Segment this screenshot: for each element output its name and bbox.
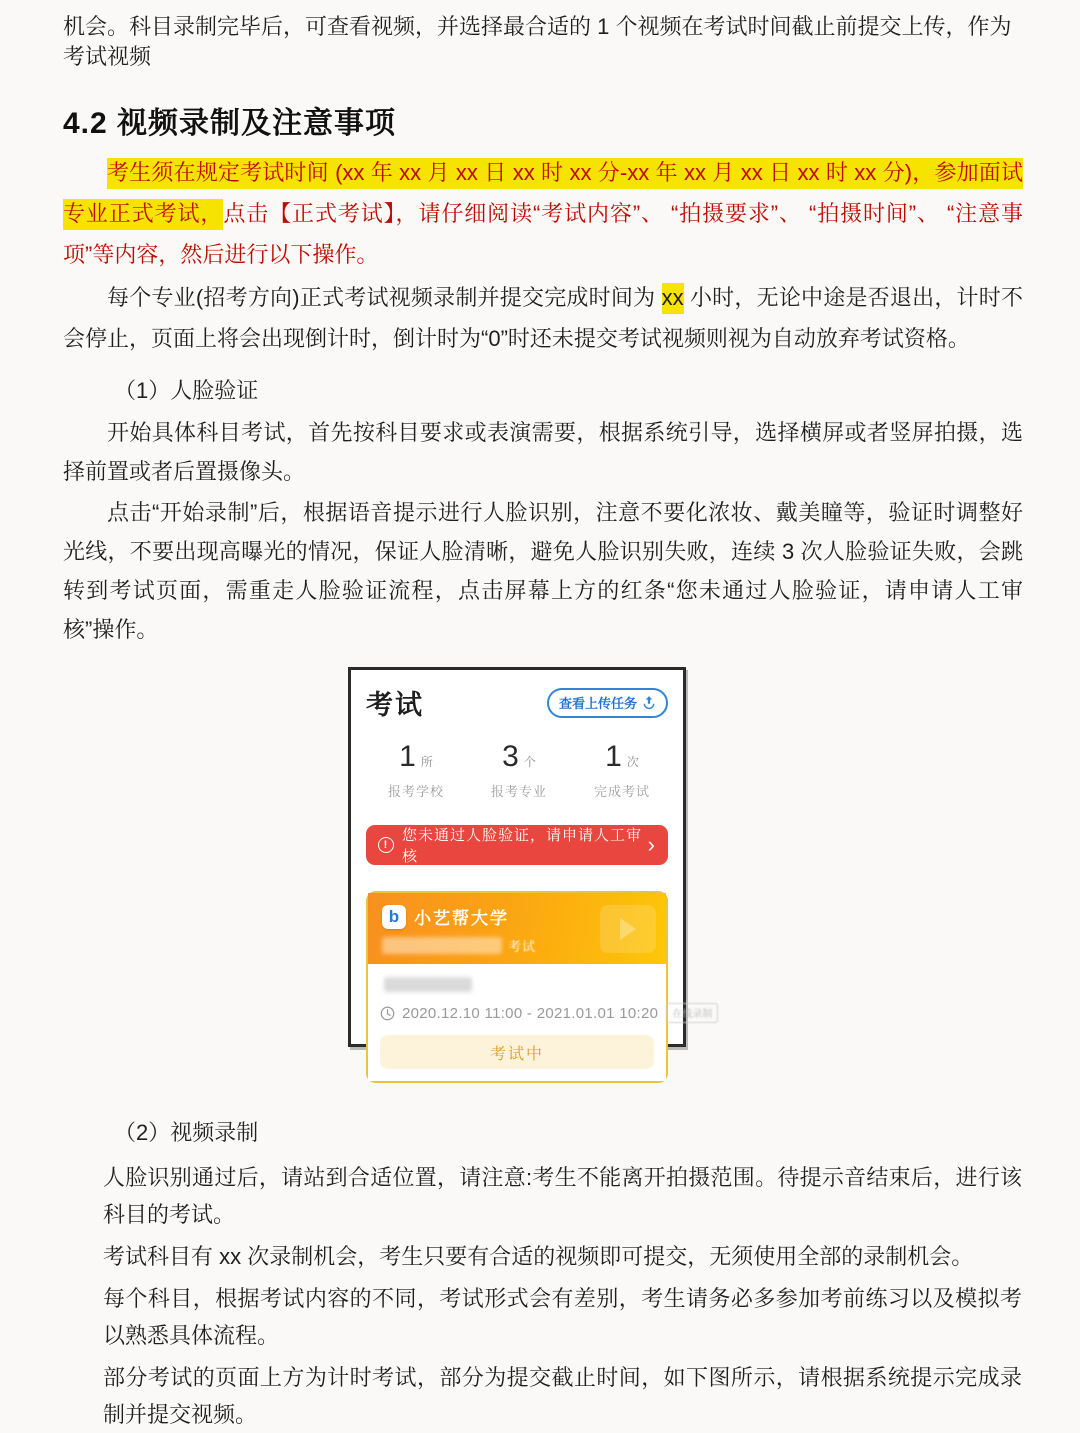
exclamation-icon: !	[378, 837, 394, 853]
stat-completed-label: 完成考试	[593, 784, 650, 799]
face-paragraph-2: 点击“开始录制”后，根据语音提示进行人脸识别，注意不要化浓妆、戴美瞳等，验证时调整好光线，不要出现高曝光的情况，保证人脸清晰，避免人脸识别失败，连续 3 次人脸验证失败，会跳转到考试页面，需重走人脸验证流程，点击屏幕上方的红条“您未通过人脸验证，请申请人工审核”操作。	[63, 500, 1023, 642]
notice-rest: 点击【正式考试】，请仔细阅读“考试内容”、 “拍摄要求”、 “拍摄时间”、 “注意事项”等内容，然后进行以下操作。	[63, 201, 1023, 267]
face-verification-alert-banner[interactable]	[366, 825, 668, 865]
section-heading: 4.2 视频录制及注意事项	[63, 107, 397, 140]
stats-row	[376, 740, 662, 800]
play-watermark-icon	[600, 905, 656, 953]
duration-paragraph	[63, 277, 1023, 359]
video-line: 人脸识别通过后，请站到合适位置，请注意:考生不能离开拍摄范围。待提示音结束后，进行该科目的考试。	[103, 1165, 1022, 1227]
chevron-right-icon: ›	[647, 832, 656, 857]
document-page	[0, 12, 1080, 1427]
video-recording-section	[103, 1117, 1022, 1433]
intro-line: 机会。科目录制完毕后，可查看视频，并选择最合适的 1 个视频在考试时间截止前提交上传，作为考试视频	[63, 14, 1012, 69]
app-page-title: 考试	[366, 690, 424, 720]
exam-card[interactable]	[366, 891, 713, 1083]
upload-icon	[642, 695, 656, 709]
stat-majors-unit: 个	[523, 755, 536, 769]
video-line: 每个科目，根据考试内容的不同，考试形式会有差别，考生请务必多参加考前练习以及模拟考以熟悉具体流程。	[103, 1286, 1022, 1348]
xiaoyibang-logo-icon: b	[382, 905, 406, 929]
stat-schools-value: 1	[399, 740, 416, 773]
duration-after: 小时，无论中途是否退出，计时不会停止，页面上将会出现倒计时，倒计时为“0”时还未提交考试视频则视为自动放弃考试资格。	[63, 285, 1023, 351]
face-paragraph-1: 开始具体科目考试，首先按科目要求或表演需要，根据系统引导，选择横屏或者竖屏拍摄，选择前置或者后置摄像头。	[63, 420, 1023, 484]
exam-time-notice	[63, 152, 1023, 275]
highlighted-exam-time: 考生须在规定考试时间 (xx 年 xx 月 xx 日 xx 时 xx 分-xx 年 xx 月 xx 日 xx 时 xx 分)，参加面试专业正式考试，	[63, 158, 1023, 230]
school-name: 小艺帮大学	[414, 909, 509, 928]
redacted-text-patch	[382, 937, 502, 954]
exam-status-bar[interactable]	[380, 1035, 654, 1069]
app-screenshot	[348, 667, 713, 1063]
video-line: 考试科目有 xx 次录制机会，考生只要有合适的视频即可提交，无须使用全部的录制机会。	[103, 1244, 974, 1269]
stat-completed	[594, 740, 650, 800]
exam-time-row	[380, 1003, 713, 1023]
duration-before: 每个专业(招考方向)正式考试视频录制并提交完成时间为	[107, 285, 662, 310]
exam-status-label: 考试中	[489, 1045, 544, 1063]
video-recording-title: （2）视频录制	[114, 1120, 259, 1145]
stat-schools	[388, 740, 444, 800]
stat-completed-value: 1	[605, 740, 622, 773]
exam-card-body	[368, 964, 713, 1081]
stat-majors-label: 报考专业	[490, 784, 547, 799]
upload-tasks-label: 查看上传任务	[558, 695, 637, 711]
app-header	[366, 683, 668, 722]
face-verification-title: （1）人脸验证	[114, 378, 259, 403]
stat-schools-label: 报考学校	[388, 784, 445, 799]
alert-text: 您未通过人脸验证，请申请人工审核	[402, 827, 643, 865]
view-upload-tasks-button[interactable]	[547, 688, 668, 718]
stat-schools-unit: 所	[420, 755, 433, 769]
highlighted-duration: xx	[662, 283, 684, 314]
stat-majors	[491, 740, 547, 800]
exam-time-range: 2020.12.10 11:00 - 2021.01.01 10:20	[402, 1004, 659, 1022]
stat-completed-unit: 次	[626, 755, 639, 769]
online-record-tag: 在线录制	[666, 1003, 718, 1023]
stat-majors-value: 3	[502, 740, 519, 773]
exam-card-header	[368, 893, 666, 964]
video-line: 部分考试的页面上方为计时考试，部分为提交截止时间，如下图所示，请根据系统提示完成录制并提交视频。	[103, 1365, 1022, 1427]
clock-icon	[380, 1006, 395, 1021]
exam-card-subtitle: 考试	[508, 939, 537, 954]
redacted-text-patch	[384, 977, 472, 992]
